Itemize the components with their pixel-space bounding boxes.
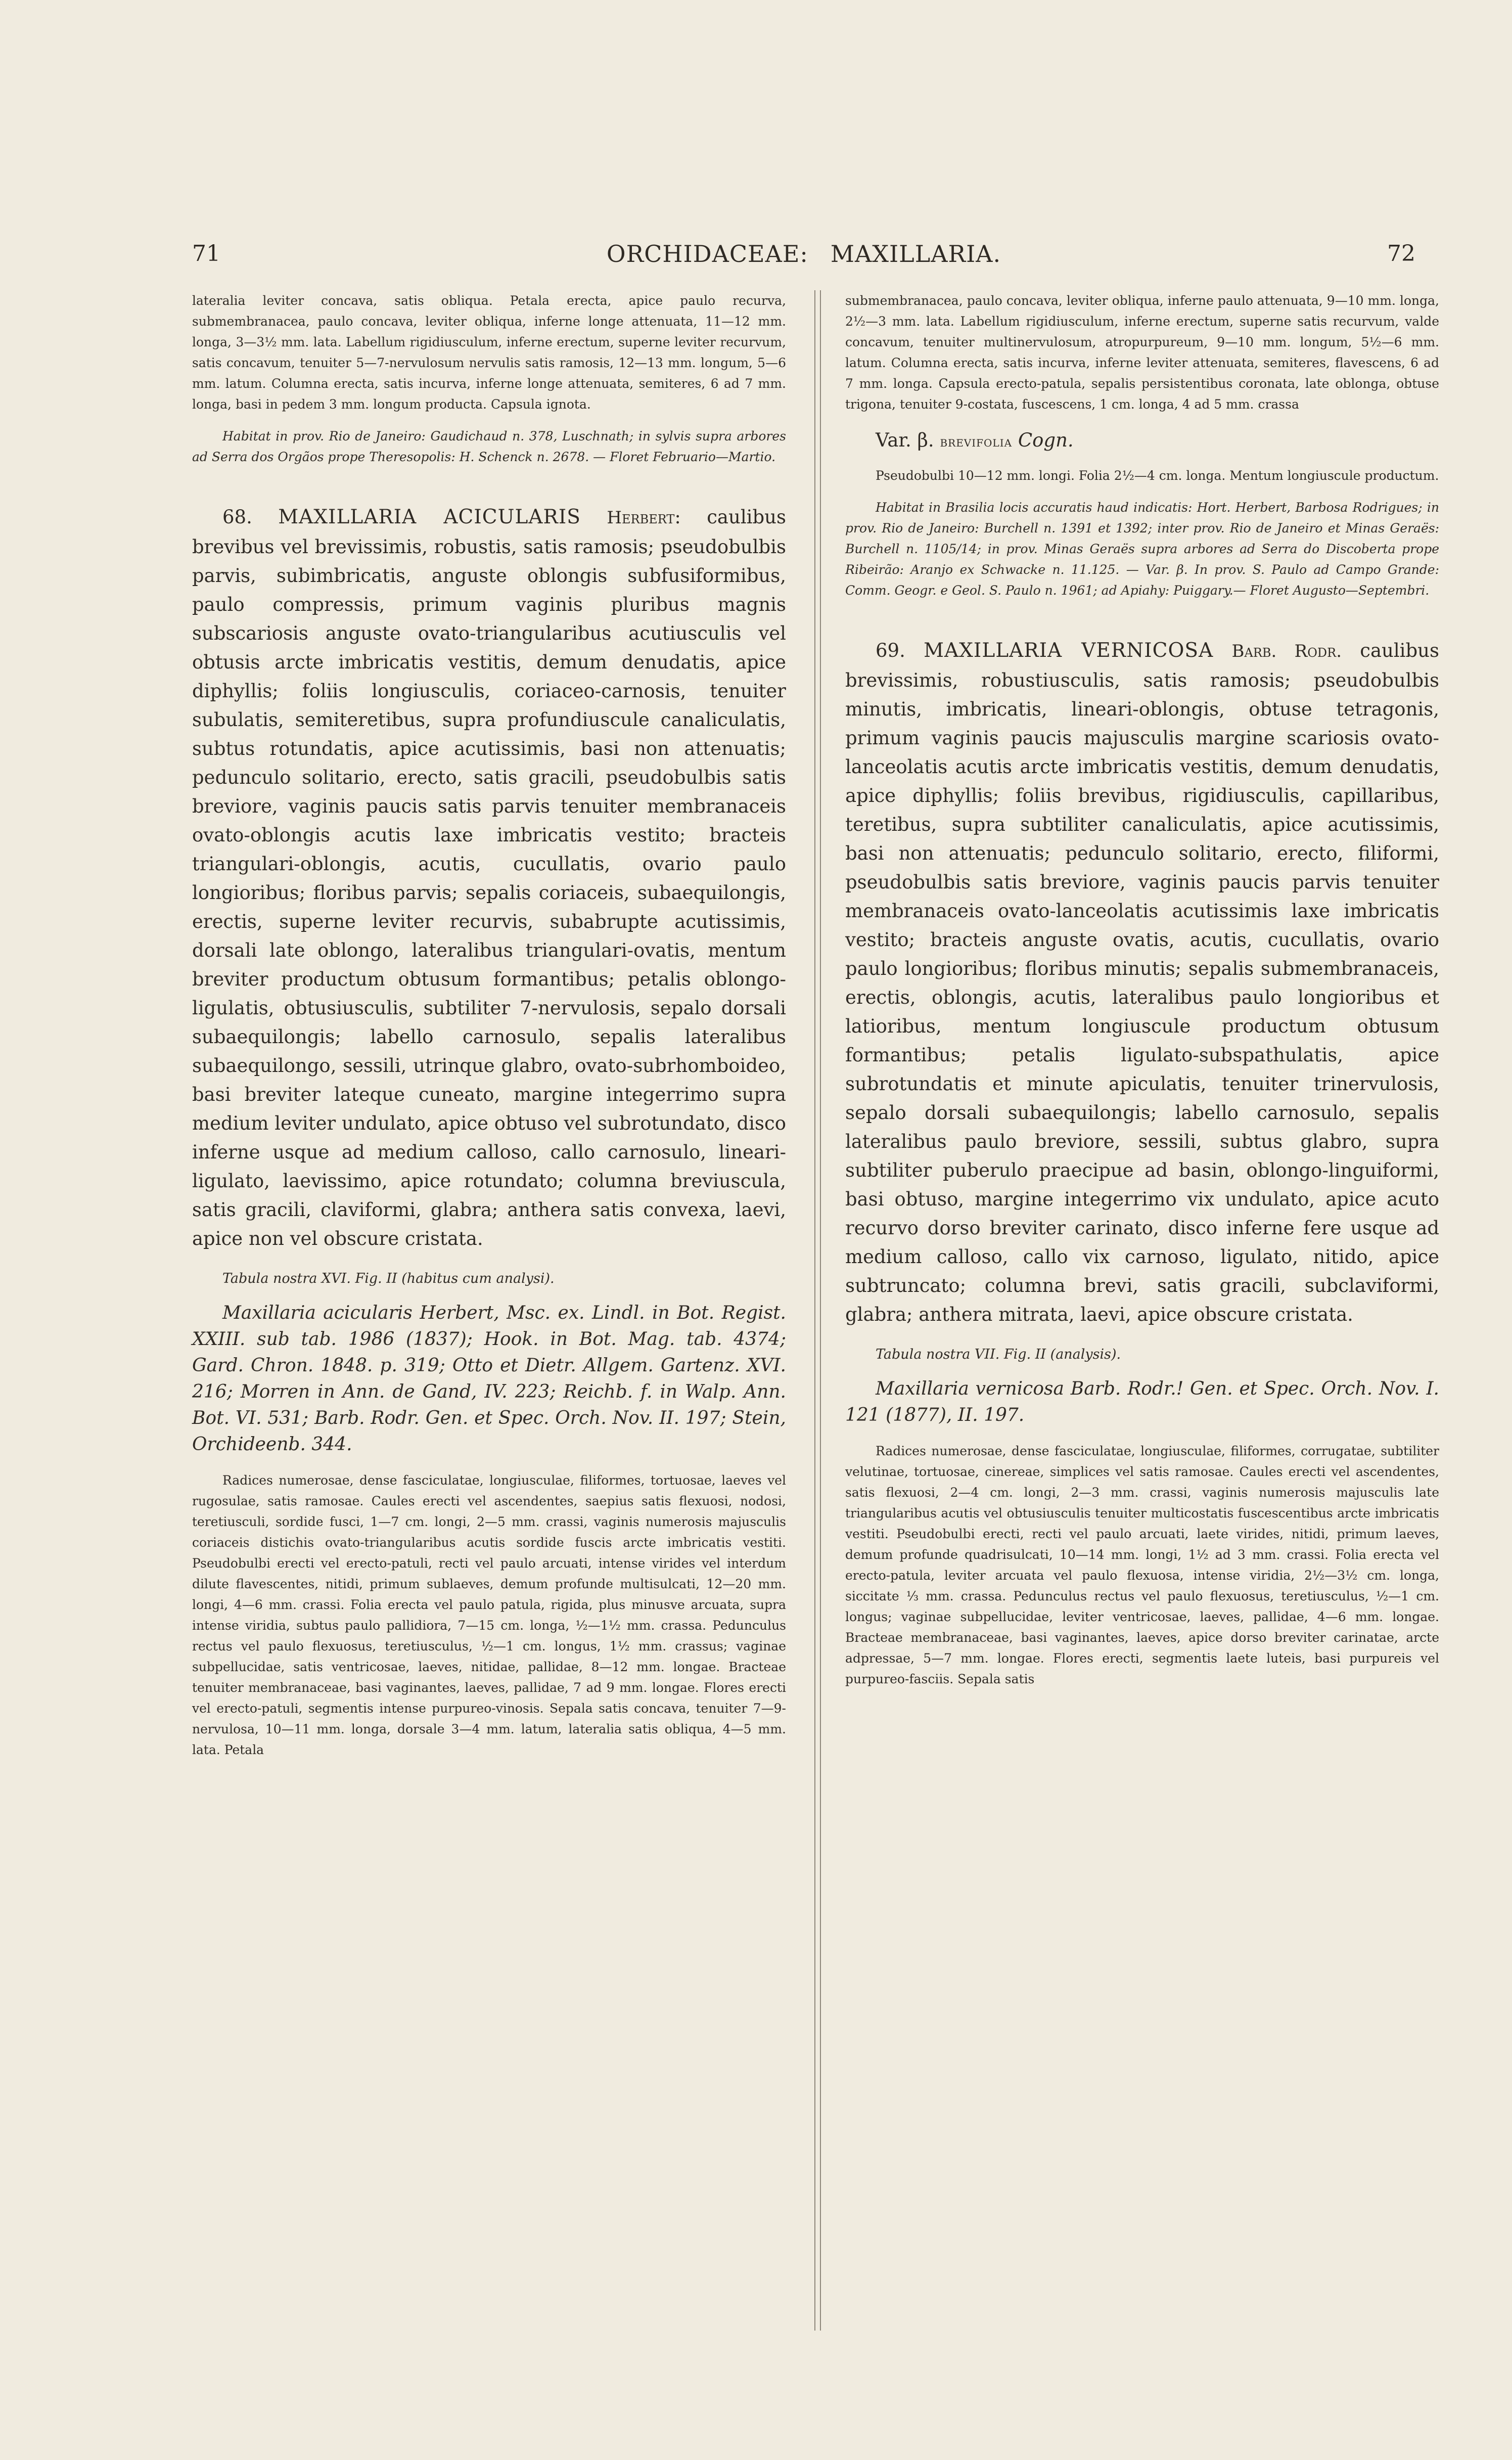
continued-description: lateralia leviter concava, satis obliqua. Petala erecta, apice paulo recurva, submembranacea, paulo concava, leviter obliqua, inferne longe attenuata, 11—12 mm. longa, 3—3½ mm. lata. Labellum rigidiusculum, inferne erectum, superne leviter recurvum, satis concavum, tenuiter 5—7-nervulosum nervulis satis ramosis, 12—13 mm. longum, 5—6 mm. latum. Columna erecta, satis incurva, inferne longe attenuata, semiteres, 6 ad 7 mm. longa, basi in pedem 3 mm. longum producta. Capsula ignota.: [192, 293, 786, 412]
species-diagnosis: : caulibus brevibus vel brevissimis, robustis, satis ramosis; pseudobulbis parvis, subimbricatis, anguste oblongis subfusiformibus, paulo compressis, primum vaginis pluribus magnis subscariosis anguste ovato-triangularibus acutiusculis vel obtusis arcte imbricatis vestitis, demum denudatis, apice diphyllis; foliis longiusculis, coriaceo-carnosis, tenuiter subulatis, semiteretibus, supra profundiuscule canaliculatis, subtus rotundatis, apice acutissimis, basi non attenuatis; pedunculo solitario, erecto, satis gracili, pseudobulbis satis breviore, vaginis paucis satis parvis tenuiter membranaceis ovato-oblongis acutis laxe imbricatis vestito; bracteis triangulari-oblongis, acutis, cucullatis, ovario paulo longioribus; floribus parvis; sepalis coriaceis, subaequilongis, erectis, superne leviter recurvis, subabrupte acutissimis, dorsali late oblongo, lateralibus triangulari-ovatis, mentum breviter productum obtusum formantibus; petalis oblongo-ligulatis, obtusiusculis, subtiliter 7-nervulosis, sepalo dorsali subaequilongis; labello carnosulo, sepalis lateralibus subaequilongo, sessili, utrinque glabro, ovato-subrhomboideo, basi breviter lateque cuneato, margine integerrimo supra medium leviter undulato, apice obtuso vel subrotundato, disco inferne usque ad medium calloso, callo carnosulo, lineari-ligulato, laevissimo, apice rotundato; columna breviuscula, satis gracili, claviformi, glabra; anthera satis convexa, laevi, apice non vel obscure cristata.: [192, 506, 786, 1249]
detailed-description: Radices numerosae, dense fasciculatae, longiusculae, filiformes, corrugatae, subtiliter velutinae, tortuosae, cinereae, simplices vel satis ramosae. Caules erecti vel ascendentes, satis flexuosi, 2—4 cm. longi, 2—3 mm. crassi, vaginis numerosis majusculis late triangularibus acutis vel obtusiusculis tenuiter multicostatis fuscescentibus arcte imbricatis vestiti. Pseudobulbi erecti, recti vel paulo arcuati, laete virides, nitidi, primum laeves, demum profunde quadrisulcati, 10—14 mm. longi, 1½ ad 3 mm. crassi. Folia erecta vel erecto-patula, leviter arcuata vel paulo flexuosa, intense viridia, 2½—3½ cm. longa, siccitate ⅓ mm. crassa. Pedunculus rectus vel paulo flexuosus, teretiusculus, ½—1 cm. longus; vaginae subpellucidae, leviter ventricosae, laeves, pallidae, 4—6 mm. longae. Bracteae membranaceae, basi vaginantes, laeves, apice dorso breviter carinatae, arcte adpressae, 5—7 mm. longae. Flores erecti, segmentis laete luteis, basi purpureis vel purpureo-fasciis. Sepala satis: [845, 1444, 1439, 1686]
variety-heading: [845, 426, 1439, 456]
species-author: Barb. Rodr.: [1231, 641, 1342, 661]
species-diagnosis: caulibus brevissimis, robustiusculis, satis ramosis; pseudobulbis minutis, imbricatis, lineari-oblongis, obtuse tetragonis, primum vaginis paucis majusculis margine scariosis ovato-lanceolatis acutis arcte imbricatis vestitis, demum denudatis, apice diphyllis; foliis brevibus, rigidiusculis, capillaribus, teretibus, supra subtiliter canaliculatis, apice acutissimis, basi non attenuatis; pedunculo solitario, erecto, filiformi, pseudobulbis satis breviore, vaginis paucis parvis tenuiter membranaceis ovato-lanceolatis acutissimis laxe imbricatis vestito; bracteis anguste ovatis, acutis, cucullatis, ovario paulo longioribus; floribus minutis; sepalis submembranaceis, erectis, oblongis, acutis, lateralibus paulo longioribus et latioribus, mentum longiuscule productum obtusum formantibus; petalis ligulato-subspathulatis, apice subrotundatis et minute apiculatis, tenuiter trinervulosis, sepalo dorsali subaequilongis; labello carnosulo, sepalis lateralibus paulo breviore, sessili, subtus glabro, supra subtiliter puberulo praecipue ad basin, oblongo-linguiformi, basi obtuso, margine integerrimo vix undulato, apice acuto recurvo dorso breviter carinato, disco inferne fere usque ad medium calloso, callo vix carnoso, ligulato, nitido, apice subtruncato; columna brevi, satis gracili, subclaviformi, glabra; anthera mitrata, laevi, apice obscure cristata.: [845, 640, 1439, 1325]
column-rule-2: [820, 290, 821, 2331]
variety-label: Var. β.: [876, 429, 934, 451]
running-title: [192, 238, 1415, 270]
variety-author: Cogn.: [1018, 429, 1074, 451]
right-column: [845, 290, 1439, 1689]
page-number-left: 71: [192, 241, 220, 266]
species-name: MAXILLARIA VERNICOSA: [924, 639, 1214, 662]
variety-name: brevifolia: [940, 433, 1013, 450]
habitat-paragraph: Habitat in prov. Rio de Janeiro: Gaudichaud n. 378, Luschnath; in sylvis supra arbores ad Serra dos Orgãos prope Theresopolis: H. Schenck n. 2678. — Floret Februario—Martio.: [192, 429, 786, 464]
column-rule-1: [814, 290, 815, 2331]
species-name: MAXILLARIA ACICULARIS: [278, 506, 581, 528]
title-family: ORCHIDACEAE:: [606, 240, 808, 267]
left-column: [192, 290, 786, 1760]
species-heading: [845, 636, 1439, 1329]
plate-reference: Tabula nostra XVI. Fig. II (habitus cum analysi).: [222, 1271, 555, 1286]
continued-description: submembranacea, paulo concava, leviter obliqua, inferne paulo attenuata, 9—10 mm. longa, 2½—3 mm. lata. Labellum rigidiusculum, inferne erectum, superne satis recurvum, valde concavum, tenuiter multinervulosum, atropurpureum, 9—10 mm. longum, 5½—6 mm. latum. Columna erecta, satis incurva, inferne leviter attenuata, semiteres, flavescens, 6 ad 7 mm. longa. Capsula erecto-patula, sepalis persistentibus coronata, late oblonga, obtuse trigona, tenuiter 9-costata, fuscescens, 1 cm. longa, 4 ad 5 mm. crassa: [845, 293, 1439, 412]
synonymy: Maxillaria acicularis Herbert, Msc. ex. Lindl. in Bot. Regist. XXIII. sub tab. 1986 (1837); Hook. in Bot. Mag. tab. 4374; Gard. Chron. 1848. p. 319; Otto et Dietr. Allgem. Gartenz. XVI. 216; Morren in Ann. de Gand, IV. 223; Reichb. f. in Walp. Ann. Bot. VI. 531; Barb. Rodr. Gen. et Spec. Orch. Nov. II. 197; Stein, Orchideenb. 344.: [192, 1303, 786, 1455]
title-genus: MAXILLARIA.: [830, 240, 1001, 267]
species-number: 68.: [222, 506, 252, 528]
species-number: 69.: [876, 640, 905, 661]
habitat-paragraph: Habitat in Brasilia locis accuratis haud indicatis: Hort. Herbert, Barbosa Rodrigues; in prov. Rio de Janeiro: Burchell n. 1391 et 1392; inter prov. Rio de Janeiro et Minas Geraës: Burchell n. 1105/14; in prov. Minas Geraës supra arbores ad Serra do Discoberta prope Ribeirão: Aranjo ex Schwacke n. 11.125. — Var. β. In prov. S. Paulo ad Campo Grande: Comm. Geogr. e Geol. S. Paulo n. 1961; ad Apiahy: Puiggary.— Floret Augusto—Septembri.: [845, 500, 1439, 598]
variety-description: Pseudobulbi 10—12 mm. longi. Folia 2½—4 cm. longa. Mentum longiuscule productum.: [876, 468, 1439, 483]
species-heading: [192, 503, 786, 1253]
detailed-description: Radices numerosae, dense fasciculatae, longiusculae, filiformes, tortuosae, laeves vel rugosulae, satis ramosae. Caules erecti vel ascendentes, saepius satis flexuosi, nodosi, teretiusculi, sordide fusci, 1—7 cm. longi, 2—5 mm. crassi, vaginis numerosis majusculis coriaceis distichis ovato-triangularibus acutis sordide fuscis arcte imbricatis vestiti. Pseudobulbi erecti vel erecto-patuli, recti vel paulo arcuati, intense virides vel interdum dilute flavescentes, nitidi, primum sublaeves, demum profunde multisulcati, 12—20 mm. longi, 4—6 mm. crassi. Folia erecta vel paulo patula, rigida, plus minusve arcuata, supra intense viridia, subtus paulo pallidiora, 7—15 cm. longa, ½—1½ mm. crassa. Pedunculus rectus vel paulo flexuosus, teretiusculus, ½—1 cm. longus, 1½ mm. crassus; vaginae subpellucidae, satis ventricosae, laeves, nitidae, pallidae, 8—12 mm. longae. Bracteae tenuiter membranaceae, basi vaginantes, laeves, pallidae, 7 ad 9 mm. longae. Flores erecti vel erecto-patuli, segmentis intense purpureo-vinosis. Sepala satis concava, tenuiter 7—9-nervulosa, 10—11 mm. longa, dorsale 3—4 mm. latum, lateralia satis obliqua, 4—5 mm. lata. Petala: [192, 1473, 786, 1757]
page-number-right: 72: [1387, 241, 1415, 266]
plate-reference: Tabula nostra VII. Fig. II (analysis).: [876, 1347, 1121, 1362]
running-header: [192, 238, 1415, 270]
species-author: Herbert: [607, 508, 675, 528]
synonymy: Maxillaria vernicosa Barb. Rodr.! Gen. et Spec. Orch. Nov. I. 121 (1877), II. 197.: [845, 1378, 1439, 1425]
